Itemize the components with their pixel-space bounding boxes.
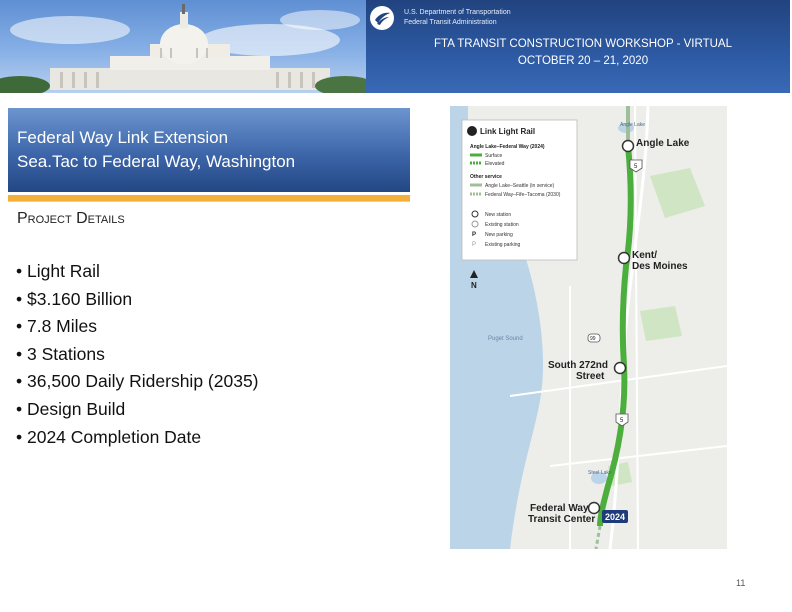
list-item: • Light Rail — [16, 261, 100, 281]
station-kent-icon — [619, 253, 630, 264]
list-item: • 36,500 Daily Ridership (2035) — [16, 371, 259, 392]
legend-existing-parking: Existing parking — [485, 242, 521, 248]
capitol-building-icon — [0, 0, 366, 93]
project-details-list — [16, 258, 259, 451]
map-park — [640, 306, 682, 341]
station-federal-way-label-1: Federal Way — [530, 503, 589, 514]
legend-line-label: Angle Lake–Federal Way (2024) — [470, 144, 545, 150]
legend-surface: Surface — [485, 153, 503, 159]
section-heading: Project Details — [17, 210, 125, 227]
steel-lake-label: Steel Lake — [588, 470, 612, 476]
station-kent-label-1: Kent/ — [632, 250, 657, 261]
route-map — [450, 106, 727, 549]
legend-other: Other service — [470, 174, 502, 180]
station-angle-lake-icon — [623, 141, 634, 152]
project-title: Federal Way Link Extension — [17, 128, 229, 147]
map-legend — [462, 120, 577, 260]
highway-99-label: 99 — [590, 336, 596, 342]
highway-99-shield-icon — [588, 334, 600, 342]
legend-existing-parking-icon: P — [472, 242, 477, 248]
project-title-box — [8, 108, 410, 192]
list-item: • 3 Stations — [16, 343, 105, 364]
station-272nd-label-1: South 272nd — [548, 360, 609, 371]
angle-lake-water-label: Angle Lake — [620, 122, 646, 128]
station-272nd-icon — [615, 363, 626, 374]
legend-title: Link Light Rail — [480, 127, 536, 136]
legend-service-1: Angle Lake–Seattle (in service) — [485, 183, 555, 189]
agency-line-1: U.S. Department of Transportation — [404, 9, 511, 16]
legend-service-2: Federal Way–Fife–Tacoma (2030) — [485, 192, 561, 198]
station-kent-label-2: Des Moines — [632, 261, 688, 272]
legend-existing-station: Existing station — [485, 222, 519, 228]
capitol-photo — [0, 0, 366, 93]
divider-line — [8, 201, 410, 202]
station-angle-lake-label: Angle Lake — [636, 138, 690, 149]
workshop-dates: OCTOBER 20 – 21, 2020 — [517, 55, 649, 67]
agency-line-2: Federal Transit Administration — [404, 19, 497, 26]
list-item: • 7.8 Miles — [16, 316, 98, 337]
list-item: • $3.160 Billion — [16, 288, 133, 309]
legend-new-parking-icon: P — [472, 232, 477, 238]
page-number: 11 — [736, 578, 746, 588]
list-item: • Design Build — [16, 398, 126, 419]
project-subtitle: Sea.Tac to Federal Way, Washington — [17, 152, 296, 171]
highway-5-label: 5 — [634, 164, 638, 170]
station-federal-way-label-2: Transit Center — [528, 514, 596, 525]
station-federal-way-icon — [589, 503, 600, 514]
list-item: • 2024 Completion Date — [16, 426, 202, 447]
north-label: N — [471, 281, 477, 290]
highway-5-label: 5 — [620, 418, 624, 424]
dot-logo-icon — [370, 6, 394, 30]
station-272nd-label-2: Street — [576, 371, 605, 382]
legend-new-station: New station — [485, 212, 512, 218]
workshop-name: FTA TRANSIT CONSTRUCTION WORKSHOP - VIRTUAL — [434, 38, 732, 50]
workshop-title — [380, 36, 786, 70]
year-badge-label: 2024 — [605, 512, 626, 522]
year-badge — [602, 510, 628, 523]
water-label: Puget Sound — [488, 336, 523, 342]
legend-new-parking: New parking — [485, 232, 513, 238]
agency-name — [404, 8, 511, 28]
legend-elevated: Elevated — [485, 161, 505, 167]
